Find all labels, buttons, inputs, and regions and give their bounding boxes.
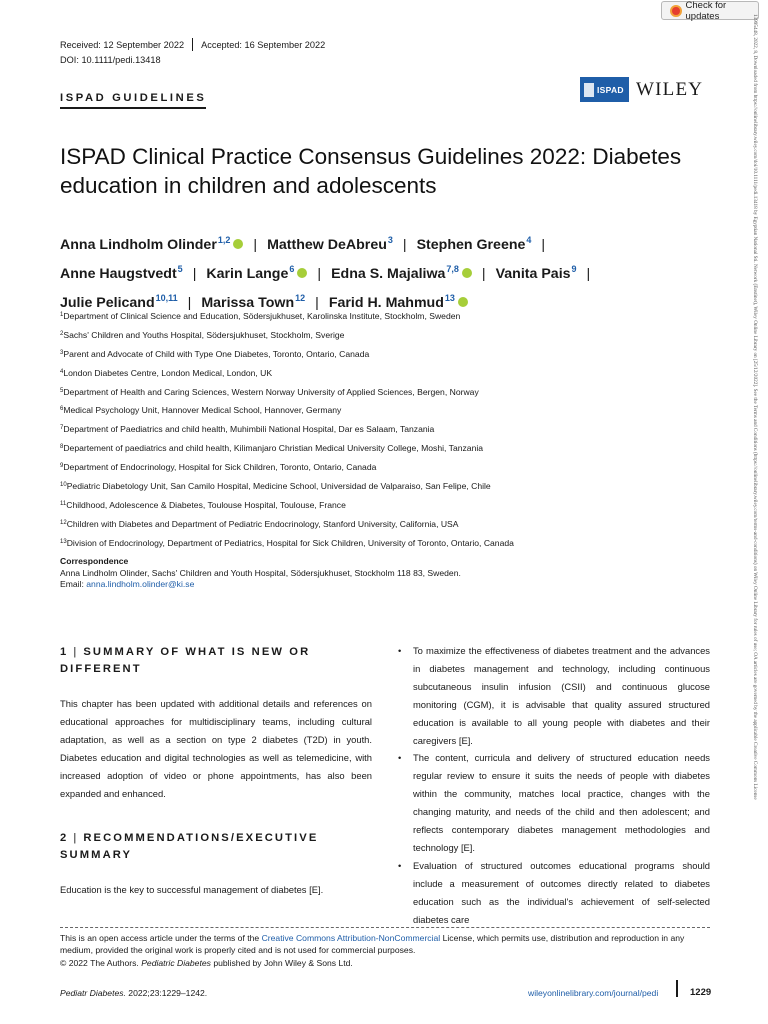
author-name[interactable]: Vanita Pais [495,266,571,282]
orcid-icon[interactable] [233,239,243,249]
affiliation-text: Departement of paediatrics and child health, Kilimanjaro Christian Medical University College, Moshi, Tanzania [63,443,484,454]
dates-divider [192,38,193,51]
affiliation-item [60,385,720,404]
download-notice-text: 13995448, 2022, 8, Downloaded from https://onlinelibrary.wiley.com/doi/10.1111/pedi.13418 by Egyptian National Sti. Network (Enstinet), Wiley Online Library on [25/12/2022]. See the Terms and Conditions (https://onlinelibrary.wiley.com/terms-and-conditions) on Wiley Online Library for rules of use; OA articles are governed by the applicable Creative Commons License [752,14,758,800]
accepted-date: Accepted: 16 September 2022 [201,39,326,50]
section-number: 1 [60,646,69,658]
license-line-2: medium, provided the original work is properly cited and is not used for commercial purposes. [60,945,416,956]
author-name[interactable]: Matthew DeAbreu [267,237,387,253]
author-separator: | [541,237,546,253]
affiliation-number: 12 [60,519,67,526]
section-title-line: SUMMARY [60,849,133,862]
affiliation-item [60,328,720,347]
author-affiliation[interactable]: 9 [571,264,577,274]
footer-citation-text: 2022;23:1229–1242. [125,988,208,998]
correspondence-address: Anna Lindholm Olinder, Sachs' Children and Youth Hospital, Södersjukhuset, Stockholm 118 83, Sweden. [60,567,461,578]
author-name[interactable]: Anne Haugstvedt [60,266,177,282]
license-text: License, which permits use, distribution and reproduction in any [440,933,685,943]
author-name[interactable]: Farid H. Mahmud [328,295,444,311]
footer-divider [676,980,678,997]
ispad-logo [580,77,629,102]
section-2-paragraph: Education is the key to successful management of diabetes [E]. [60,884,324,896]
author-affiliation[interactable]: 5 [177,264,183,274]
affiliation-number: 5 [60,387,64,394]
affiliation-text: Division of Endocrinology, Department of Pediatrics, Hospital for Sick Children, University of Toronto, Ontario, Canada [66,537,514,548]
copyright-text: published by John Wiley & Sons Ltd. [210,957,353,968]
affiliation-item [60,536,720,555]
correspondence-title: Correspondence [60,556,129,566]
author-line-1 [60,228,720,257]
author-separator: | [586,266,591,282]
affiliation-number: 1 [60,312,64,318]
affiliation-text: Sachs' Children and Youths Hospital, Södersjukhuset, Stockholm, Sverige [63,329,345,340]
section-number: 2 [60,832,69,845]
author-affiliation[interactable]: 10,11 [155,293,178,303]
section-bar: | [73,646,79,658]
section-label: ISPAD GUIDELINES [60,92,206,109]
affiliation-text: Children with Diabetes and Department of Pediatric Endocrinology, Stanford University, California, USA [66,518,459,529]
right-column [398,642,710,929]
affiliation-item [60,366,720,385]
affiliation-number: 7 [60,425,64,432]
wiley-logo: WILEY [636,79,704,100]
recommendation-bullet: • To maximize the effectiveness of diabetes treatment and the advances in diabetes management and technology, including continuous subcutaneous insulin infusion (CSII) and continuous glucose monitoring (CGM), it is advisable that quality assured structured education is available to all young people with diabetes and their caregivers [E]. [398,642,710,749]
correspondence-email-link[interactable]: anna.lindholm.olinder@ki.se [86,579,195,589]
author-name[interactable]: Edna S. Majaliwa [331,266,446,282]
affiliation-number: 4 [60,368,64,375]
affiliation-item [60,403,720,422]
correspondence-email-line [60,579,461,591]
page-number: 1229 [690,987,712,998]
affiliation-text: Pediatric Diabetology Unit, San Camilo Hospital, Medicine School, Universidad de Valparaiso, San Felipe, Chile [66,481,491,492]
license-line-3 [60,957,710,969]
affiliation-number: 2 [60,330,64,337]
affiliation-number: 8 [60,444,64,451]
affiliation-number: 10 [60,482,67,489]
author-name[interactable]: Marissa Town [201,295,295,311]
affiliation-text: Parent and Advocate of Child with Type One Diabetes, Toronto, Ontario, Canada [63,348,370,359]
orcid-icon[interactable] [297,268,307,278]
license-link[interactable]: Creative Commons Attribution-NonCommercial [261,933,441,943]
section-title-line: SUMMARY OF WHAT IS NEW OR [83,646,311,658]
author-affiliation[interactable]: 7,8 [446,264,459,274]
section-title-line: DIFFERENT [60,663,142,675]
ispad-logo-mark [584,83,594,97]
copyright-text: © 2022 The Authors. [60,957,142,968]
affiliation-number: 9 [60,463,64,470]
affiliation-text: Medical Psychology Unit, Hannover Medical School, Hannover, Germany [63,405,342,416]
author-name[interactable]: Julie Pelicand [60,295,155,311]
affiliation-list [60,309,720,555]
author-affiliation[interactable]: 13 [444,293,455,303]
check-updates-icon [670,5,682,17]
recommendation-bullet: • The content, curricula and delivery of structured education needs regular review to ensure it suits the needs of people with diabetes within the community, matches local practice, changes with the changing maturity, and needs of the child and then adolescent; and reflects contemporary diabetes management methodologies and technology [E]. [398,749,710,856]
affiliation-item [60,441,720,460]
license-divider [60,927,710,928]
section-2-heading [60,830,372,864]
author-affiliation[interactable]: 1,2 [217,235,231,245]
author-list [60,228,720,315]
author-separator: | [315,295,319,311]
affiliation-item [60,309,720,328]
section-bar: | [73,832,79,845]
check-for-updates-button[interactable] [661,1,759,20]
affiliation-text: Department of Health and Caring Sciences, Western Norway University of Applied Sciences, Bergen, Norway [63,386,479,397]
author-separator: | [481,266,486,282]
affiliation-item [60,460,720,479]
author-separator: | [317,266,322,282]
affiliation-text: London Diabetes Centre, London Medical, London, UK [63,367,273,378]
affiliation-item [60,347,720,366]
affiliation-number: 13 [60,538,67,545]
author-separator: | [192,266,197,282]
orcid-icon[interactable] [458,297,468,307]
footer-citation [60,988,207,998]
affiliation-item [60,498,720,517]
author-affiliation[interactable]: 3 [387,235,393,245]
section-1-paragraph: This chapter has been updated with additional details and references on educational approaches for multidisciplinary teams, including cultural adaptation, as well as a section on type 2 diabetes (T2D) in youth. Diabetes education and digital technologies as well as telemedicine, with increased adoption of video or phone appointments, has also been expanded and enhanced. [60,698,372,799]
affiliation-text: Department of Endocrinology, Hospital for Sick Children, Toronto, Ontario, Canada [63,462,377,473]
download-notice-strip [748,14,762,1019]
ispad-logo-text: ISPAD [597,84,624,95]
journal-name: Pediatric Diabetes [141,957,211,968]
footer-journal: Pediatr Diabetes. [60,988,126,998]
author-affiliation[interactable]: 6 [289,264,295,274]
author-separator: | [253,237,258,253]
affiliation-number: 3 [60,349,64,356]
email-label: Email: [60,579,87,589]
license-text: This is an open access article under the terms of the [60,933,262,943]
correspondence-block [60,556,461,591]
article-dates [60,38,325,51]
affiliation-text: Department of Paediatrics and child health, Muhimbili National Hospital, Dar es Salaam, Tanzania [63,424,435,435]
license-line-1 [60,932,710,944]
check-for-updates-label: Check for updates [685,0,727,22]
recommendation-bullet: • Evaluation of structured outcomes educational programs should include a measurement of outcomes directly related to diabetes education such as the individual's achievement of self-selected diabetes care [398,857,710,929]
affiliation-item [60,479,720,498]
author-line-2 [60,257,720,286]
affiliation-item [60,517,720,536]
affiliation-number: 11 [60,500,67,507]
section-1-heading [60,644,372,678]
author-name[interactable]: Karin Lange [206,266,289,282]
author-affiliation[interactable]: 12 [295,293,306,303]
license-block [60,932,710,969]
affiliation-text: Childhood, Adolescence & Diabetes, Toulouse Hospital, Toulouse, France [66,499,346,510]
author-name[interactable]: Anna Lindholm Olinder [60,237,217,253]
author-separator: | [187,295,192,311]
footer-url-link[interactable]: wileyonlinelibrary.com/journal/pedi [528,988,659,998]
author-name[interactable]: Stephen Greene [416,237,526,253]
doi-text: DOI: 10.1111/pedi.13418 [60,55,161,65]
left-column [60,644,372,899]
author-separator: | [402,237,407,253]
affiliation-text: Department of Clinical Science and Education, Södersjukhuset, Karolinska Institute, Stockholm, Sweden [63,311,461,321]
author-affiliation[interactable]: 4 [526,235,532,245]
section-title-line: RECOMMENDATIONS/EXECUTIVE [83,832,319,845]
received-date: Received: 12 September 2022 [60,39,185,50]
orcid-icon[interactable] [462,268,472,278]
affiliation-number: 6 [60,406,64,413]
affiliation-item [60,422,720,441]
article-title: ISPAD Clinical Practice Consensus Guidelines 2022: Diabetes education in children and adolescents [60,144,682,198]
